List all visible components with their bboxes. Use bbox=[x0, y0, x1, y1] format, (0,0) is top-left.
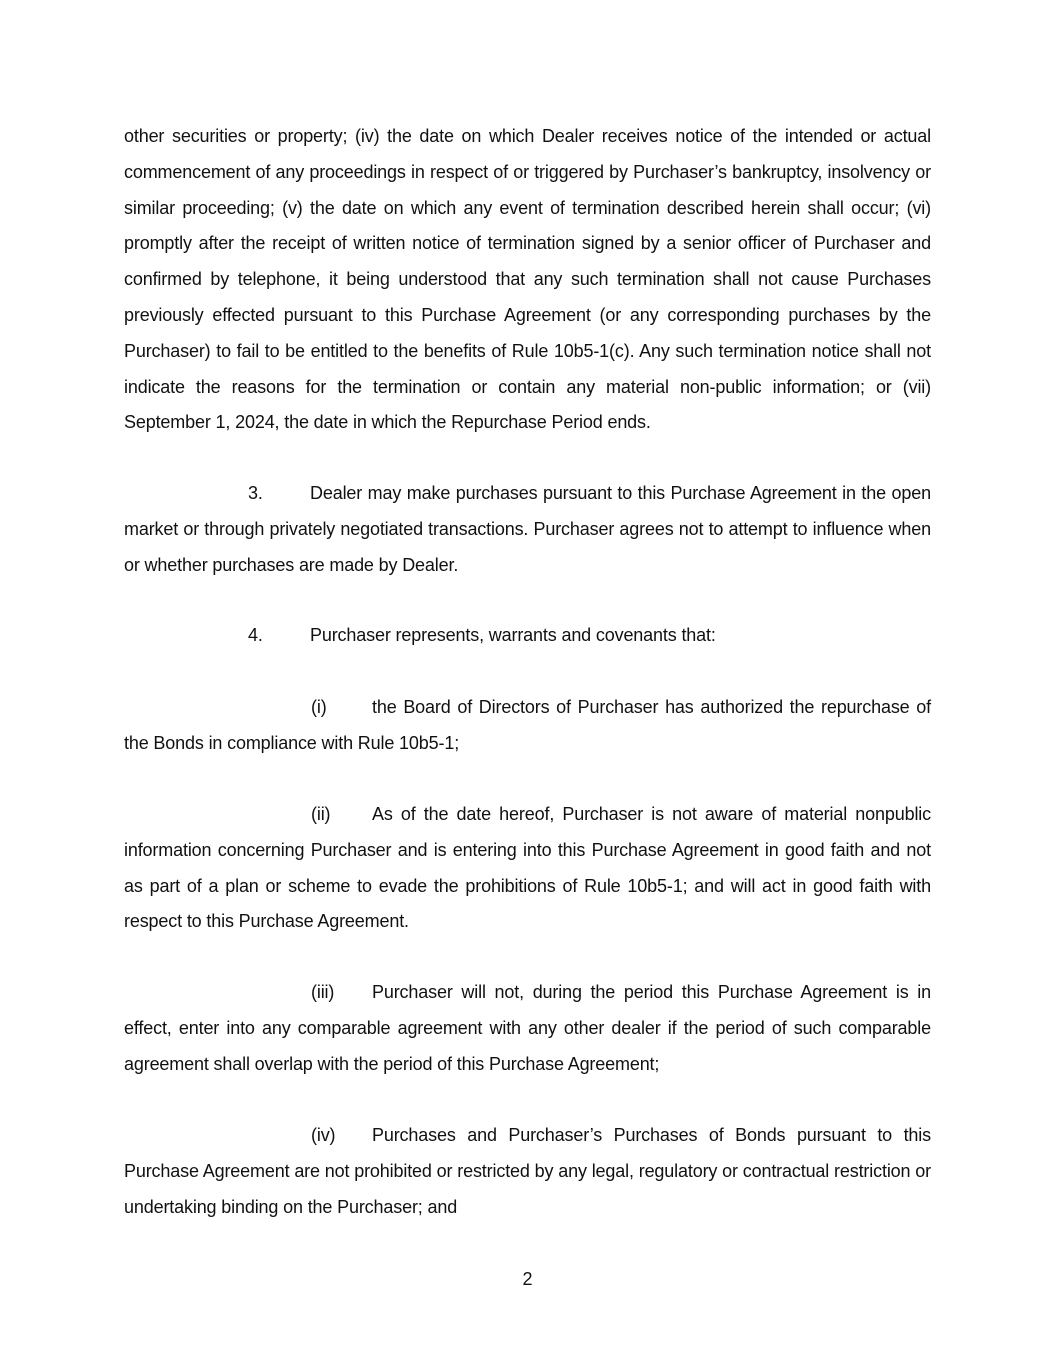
clause-iv-paragraph bbox=[124, 1118, 931, 1225]
clause-ii-paragraph bbox=[124, 797, 931, 940]
clause-i-text: the Board of Directors of Purchaser has authorized the repurchase of the Bonds in compliance with Rule 10b5-1; bbox=[124, 697, 931, 753]
clause-iii-label: (iii) bbox=[311, 982, 335, 1002]
clause-ii-text: As of the date hereof, Purchaser is not aware of material nonpublic information concerning Purchaser and is entering into this Purchase Agreement in good faith and not as part of a plan or scheme to evade the prohibitions of Rule 10b5-1; and will act in good faith with respect to this Purchase Agreement. bbox=[124, 804, 931, 932]
clause-ii-label: (ii) bbox=[311, 804, 331, 824]
clause-iv-label: (iv) bbox=[311, 1125, 336, 1145]
section-4-paragraph bbox=[124, 618, 931, 654]
clause-iii-paragraph bbox=[124, 975, 931, 1082]
clause-i-paragraph bbox=[124, 690, 931, 762]
clause-iii-text: Purchaser will not, during the period this Purchase Agreement is in effect, enter into any comparable agreement with any other dealer if the period of such comparable agreement shall overlap with the period of this Purchase Agreement; bbox=[124, 982, 931, 1074]
page-number: 2 bbox=[522, 1269, 533, 1289]
section-4-number: 4. bbox=[248, 625, 263, 645]
clause-iv-text: Purchases and Purchaser’s Purchases of Bonds pursuant to this Purchase Agreement are not prohibited or restricted by any legal, regulatory or contractual restriction or undertaking binding on the Purchaser; and bbox=[124, 1125, 931, 1217]
section-4-text: Purchaser represents, warrants and covenants that: bbox=[310, 625, 716, 645]
section-3-text: Dealer may make purchases pursuant to this Purchase Agreement in the open market or through privately negotiated transactions. Purchaser agrees not to attempt to influence when or whether purchases are made by Dealer. bbox=[124, 483, 931, 575]
section-3-number: 3. bbox=[248, 483, 263, 503]
clause-i-label: (i) bbox=[311, 697, 327, 717]
section-3-paragraph bbox=[124, 476, 931, 583]
continued-paragraph bbox=[124, 119, 931, 441]
continued-paragraph-text: other securities or property; (iv) the date on which Dealer receives notice of the intended or actual commencement of any proceedings in respect of or triggered by Purchaser’s bankruptcy, insolvency or similar proceeding; (v) the date on which any event of termination described herein shall occur; (vi) promptly after the receipt of written notice of termination signed by a senior officer of Purchaser and confirmed by telephone, it being understood that any such termination shall not cause Purchases previously effected pursuant to this Purchase Agreement (or any corresponding purchases by the Purchaser) to fail to be entitled to the benefits of Rule 10b5-1(c). Any such termination notice shall not indicate the reasons for the termination or contain any material non-public information; or (vii) September 1, 2024, the date in which the Repurchase Period ends. bbox=[124, 126, 931, 433]
